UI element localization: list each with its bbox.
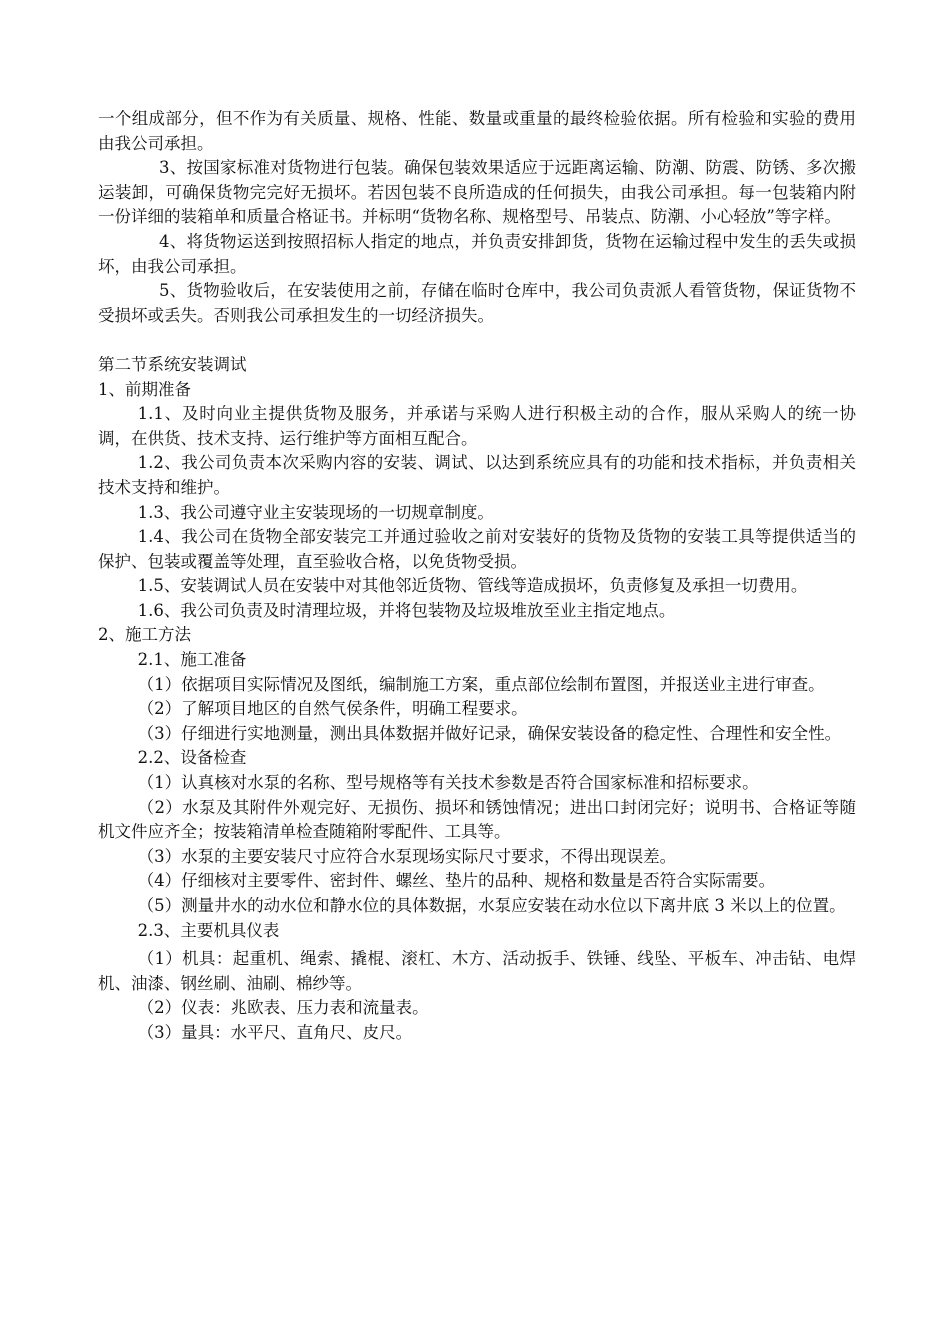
item-2-2-5: （5）测量井水的动水位和静水位的具体数据，水泵应安装在动水位以下离井底 3 米以上的位置。 — [137, 896, 846, 915]
paragraph-delivery: 4、将货物运送到按照招标人指定的地点，并负责安排卸货，货物在运输过程中发生的丢失或损坏，由我公司承担。 — [98, 231, 856, 276]
item-2-3-3: （3）量具：水平尺、直角尺、皮尺。 — [137, 1022, 413, 1042]
paragraph-packaging: 3、按国家标准对货物进行包装。确保包装效果适应于远距离运输、防潮、防震、防锈、多次搬运装卸，可确保货物完完好无损坏。若因包装不良所造成的任何损失，由我公司承担。每一包装箱内附一份详细的装箱单和质量合格证书。并标明“货物名称、规格型号、吊装点、防潮、小心轻放”等字样。 — [98, 158, 856, 227]
item-2-3-1: （1）机具：起重机、绳索、撬棍、滚杠、木方、活动扳手、铁锤、线坠、平板车、冲击钻、电焊机、油漆、钢丝刷、油刷、棉纱等。 — [98, 949, 856, 993]
item-1-6: 1.6、我公司负责及时清理垃圾，并将包装物及垃圾堆放至业主指定地点。 — [137, 600, 676, 620]
document-page — [98, 107, 856, 1046]
paragraph-continuation: 一个组成部分，但不作为有关质量、规格、性能、数量或重量的最终检验依据。所有检验和实验的费用由我公司承担。 — [98, 109, 856, 153]
item-1-1: 1.1、及时向业主提供货物及服务，并承诺与采购人进行积极主动的合作，服从采购人的统一协调，在供货、技术支持、运行维护等方面相互配合。 — [98, 404, 856, 448]
subheading-2-3: 2.3、主要机具仪表 — [137, 920, 280, 940]
paragraph-storage: 5、货物验收后，在安装使用之前，存储在临时仓库中，我公司负责派人看管货物，保证货物不受损坏或丢失。否则我公司承担发生的一切经济损失。 — [98, 281, 856, 325]
item-1-5: 1.5、安装调试人员在安装中对其他邻近货物、管线等造成损坏，负责修复及承担一切费用。 — [137, 576, 808, 596]
item-2-1-3: （3）仔细进行实地测量，测出具体数据并做好记录，确保安装设备的稳定性、合理性和安全性。 — [137, 723, 842, 743]
heading-construction-method: 2、施工方法 — [98, 625, 191, 645]
subheading-2-1: 2.1、施工准备 — [137, 650, 247, 670]
item-1-3: 1.3、我公司遵守业主安装现场的一切规章制度。 — [137, 502, 494, 522]
item-2-2-4: （4）仔细核对主要零件、密封件、螺丝、垫片的品种、规格和数量是否符合实际需要。 — [137, 871, 776, 891]
spacer — [98, 328, 856, 353]
item-1-2: 1.2、我公司负责本次采购内容的安装、调试、以达到系统应具有的功能和技术指标，并负责相关技术支持和维护。 — [98, 453, 856, 497]
item-2-1-1: （1）依据项目实际情况及图纸，编制施工方案，重点部位绘制布置图，并报送业主进行审查。 — [137, 674, 825, 694]
item-2-3-2: （2）仪表：兆欧表、压力表和流量表。 — [137, 998, 429, 1018]
section-title: 第二节系统安装调试 — [98, 354, 247, 374]
item-2-2-1: （1）认真核对水泵的名称、型号规格等有关技术参数是否符合国家标准和招标要求。 — [137, 773, 759, 793]
item-2-2-3: （3）水泵的主要安装尺寸应符合水泵现场实际尺寸要求，不得出现误差。 — [137, 846, 677, 866]
item-2-1-2: （2）了解项目地区的自然气侯条件，明确工程要求。 — [137, 699, 528, 719]
item-1-4: 1.4、我公司在货物全部安装完工并通过验收之前对安装好的货物及货物的安装工具等提供适当的保护、包装或覆盖等处理，直至验收合格，以免货物受损。 — [98, 527, 856, 571]
item-2-2-2: （2）水泵及其附件外观完好、无损伤、损坏和锈蚀情况；进出口封闭完好；说明书、合格证等随机文件应齐全；按装箱清单检查随箱附零配件、工具等。 — [98, 797, 856, 842]
heading-preparation: 1、前期准备 — [98, 379, 191, 399]
subheading-2-2: 2.2、设备检查 — [137, 748, 247, 768]
